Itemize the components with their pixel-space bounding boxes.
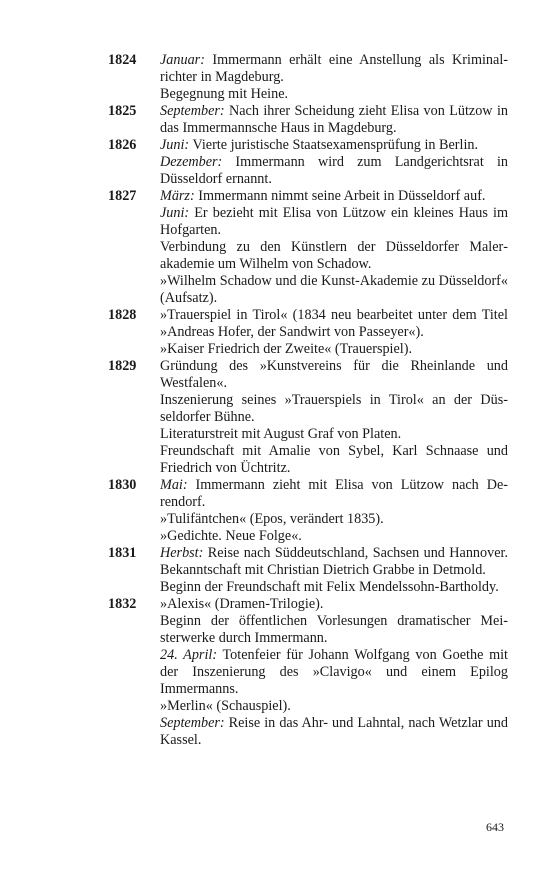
event-body: Reise nach Süddeutschland, Sachsen und Hannover. Bekanntschaft mit Christian Dietrich Grabbe in Detmold.	[160, 545, 508, 578]
event-body: Totenfeier für Johann Wolfgang von Goethe mit der Inszenierung des »Clavigo« und einem Epilog Immermanns.	[160, 647, 508, 697]
year-entry	[108, 477, 508, 545]
event-date-lead: 24. April:	[160, 647, 218, 663]
event-text	[160, 341, 508, 358]
chronology-list	[108, 52, 508, 749]
year-label: 1829	[108, 358, 137, 374]
year-entry	[108, 307, 508, 358]
year-label: 1827	[108, 188, 137, 204]
event-text	[160, 426, 508, 443]
event-text	[160, 239, 508, 273]
year-entry	[108, 52, 508, 103]
event-date-lead: September:	[160, 103, 225, 119]
event-date-lead: Mai:	[160, 477, 188, 493]
year-entry	[108, 358, 508, 477]
event-body: Immermann zieht mit Elisa von Lützow nach Derendorf.	[160, 477, 508, 510]
event-body: Nach ihrer Scheidung zieht Elisa von Lützow in das Immermannsche Haus in Magdeburg.	[160, 103, 508, 136]
year-events	[160, 137, 508, 188]
year-entry	[108, 188, 508, 307]
event-body: »Kaiser Friedrich der Zweite« (Trauerspiel).	[160, 341, 413, 357]
event-date-lead: März:	[160, 188, 195, 204]
event-text	[160, 86, 508, 103]
event-date-lead: Herbst:	[160, 545, 204, 561]
event-body: Freundschaft mit Amalie von Sybel, Karl Schnaase und Friedrich von Üchtritz.	[160, 443, 508, 476]
year-entry	[108, 545, 508, 596]
event-body: Verbindung zu den Künstlern der Düsseldorfer Malerakademie um Wilhelm von Schadow.	[160, 239, 508, 272]
event-text	[160, 103, 508, 137]
event-text	[160, 596, 508, 613]
event-body: Er bezieht mit Elisa von Lützow ein kleines Haus im Hofgarten.	[160, 205, 508, 238]
event-text	[160, 511, 508, 528]
event-text	[160, 477, 508, 511]
event-date-lead: Dezember:	[160, 154, 223, 170]
year-events	[160, 545, 508, 596]
event-text	[160, 358, 508, 392]
event-text	[160, 528, 508, 545]
event-body: Immermann nimmt seine Arbeit in Düsseldorf auf.	[194, 188, 486, 204]
year-label: 1825	[108, 103, 137, 119]
page-number: 643	[486, 820, 504, 834]
event-body: Beginn der Freundschaft mit Felix Mendelssohn-Bartholdy.	[160, 579, 499, 595]
event-body: Reise in das Ahr- und Lahntal, nach Wetzlar und Kassel.	[160, 715, 508, 748]
year-label: 1828	[108, 307, 137, 323]
event-body: Immermann erhält eine Anstellung als Kriminalrichter in Magdeburg.	[160, 52, 508, 85]
year-events	[160, 477, 508, 545]
event-body: »Wilhelm Schadow und die Kunst-Akademie zu Düsseldorf« (Aufsatz).	[160, 273, 508, 306]
year-label: 1831	[108, 545, 137, 561]
year-label: 1826	[108, 137, 137, 153]
event-text	[160, 392, 508, 426]
year-label: 1832	[108, 596, 137, 612]
event-date-lead: September:	[160, 715, 225, 731]
event-body: Literaturstreit mit August Graf von Platen.	[160, 426, 402, 442]
event-body: Beginn der öffentlichen Vorlesungen dramatischer Meisterwerke durch Immermann.	[160, 613, 508, 646]
event-text	[160, 188, 508, 205]
year-events	[160, 52, 508, 103]
event-body: Inszenierung seines »Trauerspiels in Tirol« an der Düsseldorfer Bühne.	[160, 392, 508, 425]
year-entry	[108, 596, 508, 749]
year-entry	[108, 137, 508, 188]
event-text	[160, 579, 508, 596]
event-text	[160, 715, 508, 749]
event-body: »Merlin« (Schauspiel).	[160, 698, 291, 714]
event-body: »Tulifäntchen« (Epos, verändert 1835).	[160, 511, 384, 527]
event-body: »Gedichte. Neue Folge«.	[160, 528, 302, 544]
event-date-lead: Juni:	[160, 137, 190, 153]
event-date-lead: Juni:	[160, 205, 190, 221]
event-date-lead: Januar:	[160, 52, 205, 68]
year-label: 1824	[108, 52, 137, 68]
event-body: Gründung des »Kunstvereins für die Rheinlande und Westfalen«.	[160, 358, 508, 391]
event-body: »Alexis« (Dramen-Trilogie).	[160, 596, 324, 612]
year-entry	[108, 103, 508, 137]
event-text	[160, 273, 508, 307]
year-events	[160, 103, 508, 137]
event-text	[160, 647, 508, 698]
year-events	[160, 307, 508, 358]
event-text	[160, 154, 508, 188]
year-events	[160, 188, 508, 307]
event-body: Immermann wird zum Landgerichtsrat in Düsseldorf ernannt.	[160, 154, 508, 187]
year-events	[160, 358, 508, 477]
event-body: Vierte juristische Staatsexamensprüfung in Berlin.	[189, 137, 479, 153]
event-text	[160, 52, 508, 86]
event-text	[160, 613, 508, 647]
event-text	[160, 307, 508, 341]
event-text	[160, 205, 508, 239]
year-events	[160, 596, 508, 749]
event-body: Begegnung mit Heine.	[160, 86, 289, 102]
event-body: »Trauerspiel in Tirol« (1834 neu bearbeitet unter dem Titel »Andreas Hofer, der Sandwirt von Passeyer«).	[160, 307, 508, 340]
event-text	[160, 698, 508, 715]
event-text	[160, 545, 508, 579]
event-text	[160, 443, 508, 477]
event-text	[160, 137, 508, 154]
year-label: 1830	[108, 477, 137, 493]
